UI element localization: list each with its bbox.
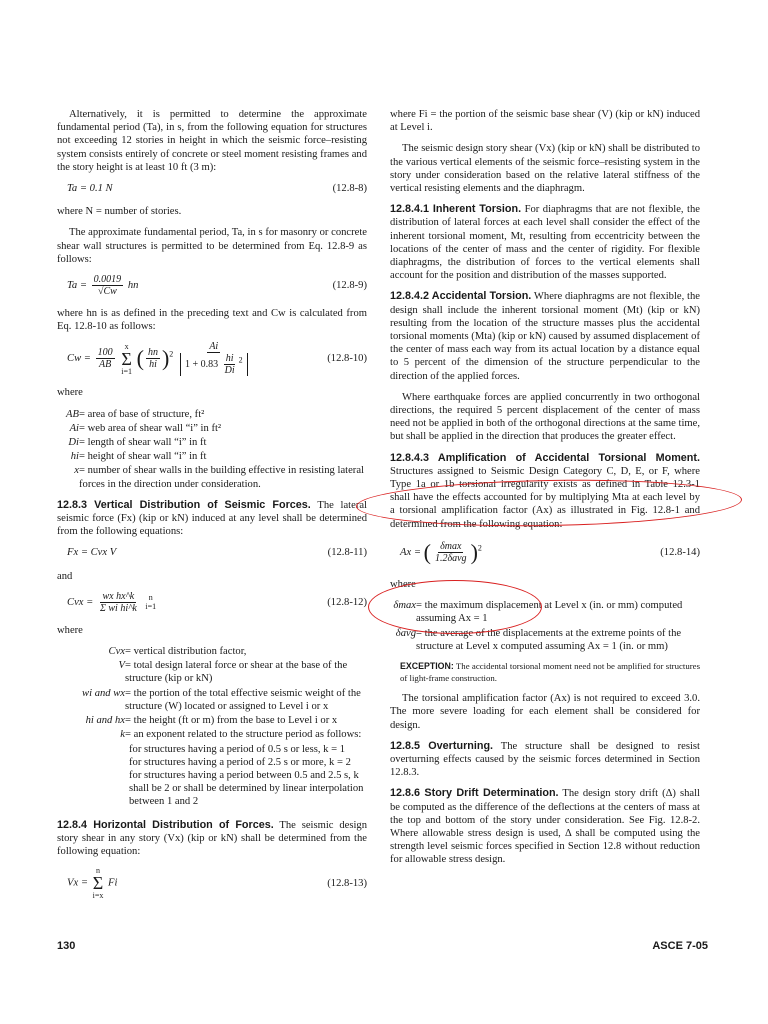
summation xyxy=(93,866,104,900)
sigma-symbol: Σ xyxy=(92,873,104,894)
definition-row xyxy=(57,408,367,421)
fraction xyxy=(433,541,469,564)
and-label: and xyxy=(57,570,73,582)
section-body: The structure shall be designed to resist overturning effects caused by the seismic forces determined in Section 12.8.3. xyxy=(390,740,700,779)
equation-number: (12.8-9) xyxy=(332,279,367,291)
denominator-ratio-bottom: Di xyxy=(224,365,235,377)
wall-fraction: Ai 1 + 0.83 $\frac{hi}{Di}$ $^2$ xyxy=(178,341,250,376)
equation-exponent: 2 xyxy=(477,543,482,553)
section-body: The seismic design story shear in any story (Vx) (kip or kN) shall be determined from the following equation: xyxy=(57,819,367,857)
equation-number: (12.8-8) xyxy=(332,183,367,195)
fraction-numerator: 0.0019 xyxy=(93,274,122,286)
section-body: The lateral seismic force (Fx) (kip or kN) induced at any level shall be determined from the following equations: xyxy=(57,499,368,538)
definition-list-cw xyxy=(57,408,367,491)
equation-12-8-9 xyxy=(57,274,367,297)
fraction xyxy=(98,591,139,614)
definition-term: hi and hx xyxy=(85,715,125,727)
definition-row xyxy=(57,422,367,435)
fraction xyxy=(96,347,115,370)
section-12-8-6 xyxy=(390,787,700,866)
definition-text: = web area of shear wall “i” in ft² xyxy=(79,422,222,434)
denominator-ratio xyxy=(223,353,237,376)
definition-row xyxy=(390,627,700,653)
summation-lower: i=x xyxy=(92,891,104,901)
definition-term: Ai xyxy=(69,422,79,434)
section-heading: 12.8.6 Story Drift Determination. xyxy=(390,787,559,800)
definition-row xyxy=(57,659,367,685)
summation-upper: x xyxy=(124,341,129,351)
section-heading: 12.8.3 Vertical Distribution of Seismic Forces. xyxy=(57,498,311,511)
equation-body: Fx = Cvx V xyxy=(67,547,117,559)
section-heading: 12.8.4 Horizontal Distribution of Forces. xyxy=(57,818,274,831)
equation-lhs: Vx = xyxy=(67,877,88,889)
fraction-denominator: 1.2δavg xyxy=(434,552,467,564)
section-body: The design story drift (Δ) shall be computed as the difference of the deflections at the centers of mass at the top and bottom of the story under consideration. See Fig. 12.8-2. Where allowable stress design is used, Δ shall be computed using the strength level seismic forces specified in Section 12.8 without reduction for allowable stress design. xyxy=(390,788,700,866)
paragraph-hn: where hn is as defined in the preceding text and Cw is calculated from Eq. 12.8-10 as follows: xyxy=(57,308,367,333)
definition-row xyxy=(57,687,367,713)
denominator-ratio-top: hi xyxy=(225,353,234,365)
fraction-numerator: 100 xyxy=(97,347,113,359)
section-heading: 12.8.5 Overturning. xyxy=(390,739,494,752)
ratio xyxy=(146,347,160,370)
definition-text: = number of shear walls in the building effective in resisting lateral forces in the direction under consideration. xyxy=(79,465,364,490)
definition-term: x xyxy=(74,465,79,477)
fraction-denominator: Σ wi hi^k xyxy=(99,602,137,614)
equation-12-8-11 xyxy=(57,546,367,559)
wall-fraction-numerator: Ai xyxy=(209,341,219,353)
equation-number: (12.8-12) xyxy=(327,596,367,608)
definition-term: δavg xyxy=(395,627,416,639)
fraction xyxy=(92,274,124,297)
section-body: Where diaphragms are not flexible, the design shall include the inherent torsional moment (Mt) (kip or kN) resulting from the location of the structure masses plus the accidental torsional moments (Mta) (kip or kN) caused by assumed displacement of the center of mass each way from its actual location by a distance equal to 5 percent of the dimension of the structure perpendicular to the direction of the applied forces. xyxy=(390,291,700,382)
definition-text: = length of shear wall “i” in ft xyxy=(79,437,207,449)
paragraph-fi: where Fi = the portion of the seismic base shear (V) (kip or kN) induced at Level i. xyxy=(390,109,700,134)
equation-number: (12.8-11) xyxy=(327,547,367,559)
equation-number: (12.8-10) xyxy=(327,353,367,365)
section-12-8-4-2 xyxy=(390,290,700,382)
section-12-8-3 xyxy=(57,499,367,539)
summation-limits xyxy=(145,593,156,611)
fraction-denominator: AB xyxy=(98,359,112,371)
section-12-8-4-3 xyxy=(390,452,700,531)
equation-body: Ta = 0.1 N xyxy=(67,183,113,195)
exception-note xyxy=(390,661,700,684)
definition-text: = the height (ft or m) from the base to Level i or x xyxy=(125,715,338,727)
right-column xyxy=(390,108,700,875)
ratio-denominator: hi xyxy=(149,359,157,371)
equation-lhs: Cw = xyxy=(67,353,91,365)
fraction-denominator: √Cw xyxy=(98,286,117,298)
section-body: For diaphragms that are not flexible, the distribution of lateral forces at each level shall consider the effect of the inherent torsional moment, Mt, resulting from eccentricity between the locations of the center of mass and the center of rigidity. For flexible diaphragms, the distribution of forces to the vertical elements shall account for the position and distribution of the masses supported. xyxy=(390,204,700,282)
definition-row xyxy=(57,436,367,449)
definition-row xyxy=(57,728,367,741)
section-heading: 12.8.4.2 Accidental Torsion. xyxy=(390,290,532,303)
section-12-8-5 xyxy=(390,740,700,780)
exception-label: EXCEPTION: xyxy=(400,660,454,671)
paragraph-ax-limit: The torsional amplification factor (Ax) is not required to exceed 3.0. The more severe loading for each element shall be considered for design. xyxy=(390,693,700,731)
section-12-8-4 xyxy=(57,819,367,859)
summation-upper: n xyxy=(148,593,153,603)
k-case-line: for structures having a period of 0.5 s or less, k = 1 xyxy=(129,743,346,755)
definition-text: = total design lateral force or shear at the base of the structure (kip or kN) xyxy=(125,660,348,685)
definition-term: wi and wx xyxy=(82,687,125,699)
equation-12-8-12 xyxy=(57,591,367,614)
definition-text: = height of shear wall “i” in ft xyxy=(79,451,207,463)
ratio-numerator: hn xyxy=(147,347,158,359)
definition-text: = the portion of the total effective seismic weight of the structure (W) located or assigned to Level i or x xyxy=(125,687,361,712)
paragraph-orthogonal: Where earthquake forces are applied concurrently in two orthogonal directions, the required 5 percent displacement of the center of mass need not be applied in both of the orthogonal directions at the same time, but shall be applied in the direction that produces the greater effect. xyxy=(390,391,700,443)
summation-upper: n xyxy=(96,866,100,876)
definition-term: hi xyxy=(70,451,79,463)
equation-12-8-14: Ax = ( $\frac{\delta\max}{\text{1.2δavg}}$ )$^2$ (12.8-14) xyxy=(400,539,700,565)
definition-list-ax xyxy=(390,599,700,653)
definition-text: = vertical distribution factor, xyxy=(125,646,247,658)
where-label: where xyxy=(390,578,416,590)
definition-text: = area of base of structure, ft² xyxy=(79,408,205,420)
definition-text: = the average of the displacements at the extreme points of the structure at Level x computed assuming Ax = 1 (in. or mm) xyxy=(416,627,682,652)
section-heading: 12.8.4.3 Amplification of Accidental Torsional Moment. xyxy=(390,451,700,464)
equation-12-8-13 xyxy=(57,866,367,900)
k-case-line: for structures having a period of 2.5 s or more, k = 2 xyxy=(129,756,351,768)
equation-12-8-10: Cw = $\frac{100}{AB}$ x Σ i=1 ( $\frac{hn}{hi}$ )$^2$ Ai 1 + 0.83 $\frac{hi}{Di}$ $^2$ (12.8-10) xyxy=(67,341,367,377)
definition-row xyxy=(57,645,367,658)
definition-row xyxy=(57,714,367,727)
definition-term: k xyxy=(120,729,125,741)
definition-row xyxy=(57,464,367,490)
k-exponent-cases xyxy=(57,743,367,809)
section-body: Structures assigned to Seismic Design Category C, D, E, or F, where Type 1a or 1b torsional irregularity exists as defined in Table 12.3-1 shall have the effects accounted for by multiplying Mta at each level by a torsional amplification factor (Ax) as illustrated in Fig. 12.8-1 and determined from the following equation: xyxy=(390,465,700,530)
where-label-2: where xyxy=(57,624,83,636)
definition-term: AB xyxy=(66,408,79,420)
left-column xyxy=(57,108,367,910)
definition-term: Di xyxy=(68,437,79,449)
exception-text: The accidental torsional moment need not be amplified for structures of light-frame construction. xyxy=(400,660,700,683)
definition-text: = the maximum displacement at Level x (in. or mm) computed assuming Ax = 1 xyxy=(416,600,683,625)
footer-source: ASCE 7-05 xyxy=(652,940,708,952)
equation-rhs: Fi xyxy=(108,877,118,889)
paragraph-masonry: The approximate fundamental period, Ta, in s for masonry or concrete shear wall structures is permitted to be determined from Eq. 12.8-9 as follows: xyxy=(57,227,367,265)
summation xyxy=(121,342,132,376)
definition-row xyxy=(390,599,700,625)
definition-text: = an exponent related to the structure period as follows: xyxy=(125,729,362,741)
definition-term: Cvx xyxy=(108,646,125,658)
equation-number: (12.8-14) xyxy=(660,546,700,558)
paragraph-intro: Alternatively, it is permitted to determine the approximate fundamental period (Ta), in s, from the following equation for structures not exceeding 12 stories in height in which the seismic force–resisting system consists entirely of concrete or steel moment resisting frames and the story height is at least 10 ft (3 m): xyxy=(57,109,367,173)
section-12-8-4-1 xyxy=(390,203,700,282)
definition-term: V xyxy=(118,660,125,672)
where-label: where xyxy=(57,387,83,399)
k-case-line: for structures having a period between 0.5 and 2.5 s, k shall be 2 or shall be determined by linear interpolation between 1 and 2 xyxy=(129,769,364,808)
page-number: 130 xyxy=(57,940,76,952)
fraction-numerator: δmax xyxy=(440,540,462,552)
equation-12-8-8 xyxy=(57,182,367,195)
equation-lhs: Ax = xyxy=(400,546,421,558)
equation-lhs: Ta = xyxy=(67,279,88,291)
denominator-prefix: 1 + 0.83 xyxy=(184,359,219,371)
equation-tail: hn xyxy=(127,279,139,291)
summation-lower: i=1 xyxy=(145,602,157,612)
definition-term: δmax xyxy=(393,600,416,612)
paragraph-story-shear: The seismic design story shear (Vx) (kip or kN) shall be distributed to the various vertical elements of the seismic force–resisting system in the story under consideration based on the relative lateral stiffness of the vertical resisting elements and the diaphragm. xyxy=(390,143,700,195)
sigma-symbol: Σ xyxy=(121,348,132,369)
section-heading: 12.8.4.1 Inherent Torsion. xyxy=(390,203,522,216)
fraction-numerator: wx hx^k xyxy=(102,590,135,602)
summation-lower: i=1 xyxy=(121,366,132,376)
paragraph-where-n: where N = number of stories. xyxy=(57,206,182,218)
definition-row xyxy=(57,450,367,463)
equation-lhs: Cvx = xyxy=(67,596,94,608)
definition-list-cvx xyxy=(57,645,367,741)
equation-number: (12.8-13) xyxy=(327,877,367,889)
